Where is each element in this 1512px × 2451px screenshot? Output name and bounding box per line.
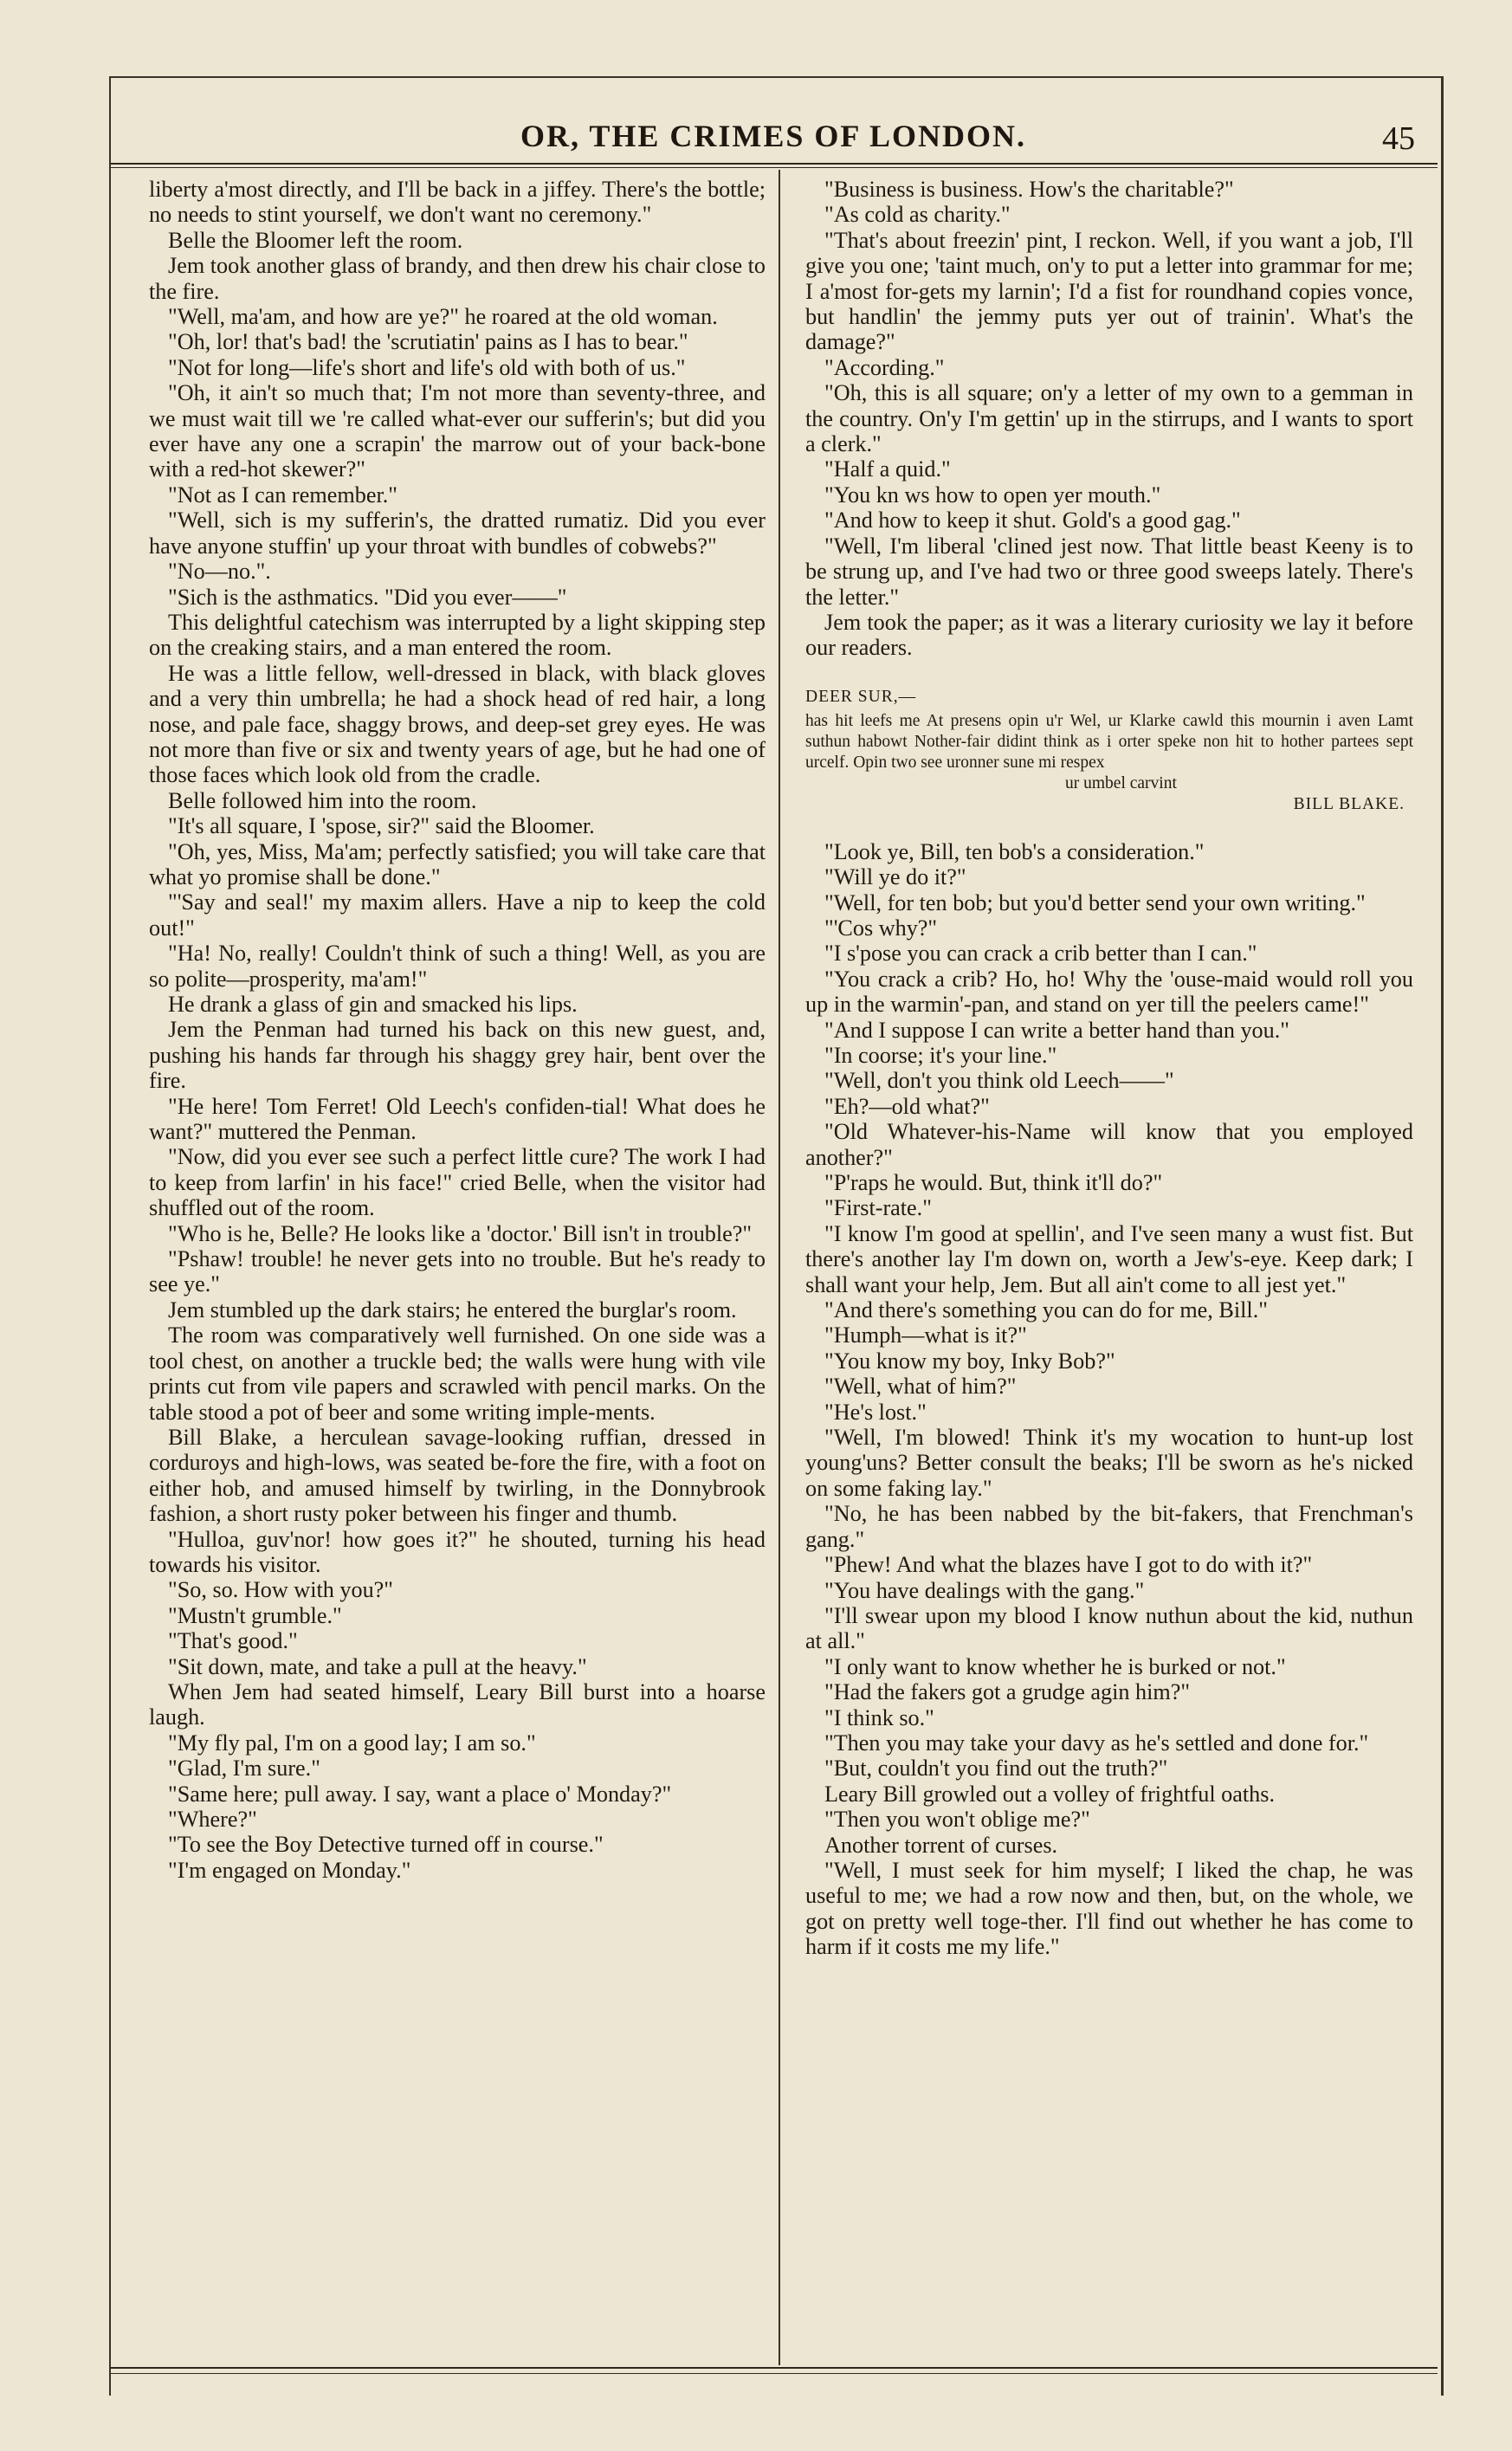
paragraph: "He here! Tom Ferret! Old Leech's confiden-tial! What does he want?" muttered the Penman. <box>149 1093 766 1145</box>
paragraph: "Oh, it ain't so much that; I'm not more than seventy-three, and we must wait till we 're called what-ever our sufferin's; but did you ever have any one a scrapin' the marrow out of your back-bone with a red-hot skewer?" <box>149 380 766 482</box>
paragraph: "Not for long—life's short and life's old with both of us." <box>168 354 686 380</box>
paragraph: "Half a quid." <box>824 456 951 482</box>
paragraph: "And there's something you can do for me, Bill." <box>824 1297 1268 1323</box>
paragraph: "I'm engaged on Monday." <box>168 1857 411 1883</box>
paragraph: "Well, sich is my sufferin's, the dratted rumatiz. Did you ever have anyone stuffin' up your throat with bundles of cobwebs?" <box>149 508 766 559</box>
paragraph: "P'raps he would. But, think it'll do?" <box>824 1170 1163 1195</box>
paragraph: "As cold as charity." <box>824 202 1011 228</box>
paragraph: "Oh, yes, Miss, Ma'am; perfectly satisfied; you will take care that what yo promise shall be done." <box>149 838 766 889</box>
paragraph: Another torrent of curses. <box>824 1832 1058 1858</box>
paragraph: He was a little fellow, well-dressed in black, with black gloves and a very thin umbrella; he had a shock head of red hair, a long nose, and pale face, shaggy brows, and deep-set grey eyes. He was not more than five or six and twenty years of age, but he had one of those faces which look old from the cradle. <box>149 660 766 788</box>
paragraph: "Now, did you ever see such a perfect little cure? The work I had to keep from larfin' in his face!" cried Belle, when the visitor had shuffled out of the room. <box>149 1144 766 1221</box>
paragraph: "Well, I'm blowed! Think it's my wocation to hunt-up lost young'uns? Better consult the beaks; I'll be sworn as he's nicked on some faking lay." <box>805 1425 1413 1501</box>
paragraph: "Glad, I'm sure." <box>168 1756 320 1782</box>
running-title: OR, THE CRIMES OF LONDON. <box>520 119 1027 153</box>
paragraph: "You crack a crib? Ho, ho! Why the 'ouse-maid would roll you up in the warmin'-pan, and stand on yer till the peelers came!" <box>805 966 1413 1018</box>
column-divider <box>779 170 780 2365</box>
header-rule-thin <box>111 167 1438 168</box>
paragraph: "Then you may take your davy as he's settled and done for." <box>824 1730 1369 1756</box>
paragraph: Jem took the paper; as it was a literary curiosity we lay it before our readers. <box>805 609 1413 661</box>
paragraph: Belle followed him into the room. <box>168 787 477 813</box>
paragraph: "Mustn't grumble." <box>168 1602 342 1628</box>
paragraph: "To see the Boy Detective turned off in course." <box>168 1832 604 1858</box>
paragraph: "'Say and seal!' my maxim allers. Have a nip to keep the cold out!" <box>149 889 766 941</box>
paragraph: "Will ye do it?" <box>824 864 966 890</box>
letter-salutation: DEER SUR,— <box>805 687 917 706</box>
paragraph: "Oh, this is all square; on'y a letter of my own to a gemman in the country. On'y I'm gettin' up in the stirrups, and I wants to sport a clerk." <box>805 380 1413 457</box>
paragraph: "Who is he, Belle? He looks like a 'doctor.' Bill isn't in trouble?" <box>168 1220 753 1246</box>
paragraph: "Where?" <box>168 1807 257 1832</box>
paragraph: When Jem had seated himself, Leary Bill burst into a hoarse laugh. <box>149 1678 766 1730</box>
left-column <box>149 177 766 2359</box>
right-column-bottom <box>805 839 1413 1960</box>
paragraph: "Eh?—old what?" <box>824 1093 990 1119</box>
paragraph: "First-rate." <box>824 1195 932 1221</box>
paragraph: Jem the Penman had turned his back on this new guest, and, pushing his hands far through his shaggy grey hair, bent over the fire. <box>149 1017 766 1094</box>
paragraph: "Well, what of him?" <box>824 1374 1017 1400</box>
paragraph: "Had the fakers got a grudge agin him?" <box>824 1679 1191 1705</box>
paragraph: "He's lost." <box>824 1399 927 1425</box>
paragraph: "Old Whatever-his-Name will know that you employed another?" <box>805 1119 1413 1170</box>
paragraph: Jem stumbled up the dark stairs; he entered the burglar's room. <box>168 1297 737 1323</box>
header-rule <box>111 163 1438 165</box>
footer-rule-thin <box>111 2373 1438 2374</box>
letter-closing: ur umbel carvint <box>1065 773 1177 792</box>
paragraph: "Sit down, mate, and take a pull at the heavy." <box>168 1653 587 1679</box>
paragraph: "Ha! No, really! Couldn't think of such a thing! Well, as you are so polite—prosperity, ma'am!" <box>149 941 766 992</box>
paragraph: "Phew! And what the blazes have I got to do with it?" <box>824 1552 1313 1578</box>
paragraph: "Humph—what is it?" <box>824 1323 1027 1348</box>
paragraph: Belle the Bloomer left the room. <box>168 227 463 253</box>
paragraph: Leary Bill growled out a volley of frightful oaths. <box>824 1781 1275 1807</box>
right-column-top <box>805 177 1413 661</box>
paragraph: "Well, I'm liberal 'clined jest now. That little beast Keeny is to be strung up, and I've had two or three good sweeps lately. There's the letter." <box>805 533 1413 610</box>
paragraph: "And how to keep it shut. Gold's a good gag." <box>824 508 1241 534</box>
paragraph: "Then you won't oblige me?" <box>824 1807 1090 1833</box>
paragraph: "Oh, lor! that's bad! the 'scrutiatin' pains as I has to bear." <box>168 329 688 355</box>
paragraph: "You kn ws how to open yer mouth." <box>824 482 1161 508</box>
paragraph: "Business is business. How's the charitable?" <box>824 177 1234 202</box>
paragraph: "I know I'm good at spellin', and I've seen many a wust fist. But there's another lay I'm down on, worth a Jew's-eye. Keep dark; I shall want your help, Jem. But all ain't come to all jest yet." <box>805 1220 1413 1297</box>
paragraph: liberty a'most directly, and I'll be back in a jiffey. There's the bottle; no needs to stint yourself, we don't want no ceremony." <box>149 177 766 228</box>
paragraph: "Pshaw! trouble! he never gets into no trouble. But he's ready to see ye." <box>149 1246 766 1297</box>
paragraph: "No—no.". <box>168 559 271 585</box>
paragraph: "I'll swear upon my blood I know nuthun about the kid, nuthun at all." <box>805 1602 1413 1654</box>
paragraph: "Well, don't you think old Leech——" <box>824 1068 1174 1094</box>
paragraph: "I only want to know whether he is burked or not." <box>824 1653 1286 1679</box>
paragraph: "Look ye, Bill, ten bob's a consideration." <box>824 838 1205 864</box>
paragraph: "Hulloa, guv'nor! how goes it?" he shouted, turning his head towards his visitor. <box>149 1526 766 1577</box>
paragraph: "You know my boy, Inky Bob?" <box>824 1348 1115 1374</box>
letter-body: has hit leefs me At presens opin u'r Wel, ur Klarke cawld this mournin i aven Lamt suthun habowt Nother-fair didint think as i orter speke non hit to hother partees sept urcelf. Opin two see uronner sune mi respex <box>805 711 1413 772</box>
quoted-letter <box>805 687 1413 815</box>
letter-signature: BILL BLAKE. <box>1293 794 1405 813</box>
paragraph: "'Cos why?" <box>824 915 938 941</box>
paragraph: "Not as I can remember." <box>168 482 397 508</box>
paragraph: "I s'pose you can crack a crib better than I can." <box>824 941 1257 967</box>
paragraph: "My fly pal, I'm on a good lay; I am so." <box>168 1730 536 1756</box>
running-header <box>111 111 1436 159</box>
paragraph: "Well, for ten bob; but you'd better send your own writing." <box>824 889 1366 915</box>
page-number: 45 <box>1382 120 1415 157</box>
paragraph: "But, couldn't you find out the truth?" <box>824 1756 1168 1782</box>
paragraph: "Well, I must seek for him myself; I liked the chap, he was useful to me; we had a row now and then, but, on the whole, we got on pretty well toge-ther. I'll find out whether he has come to harm if it costs me my life." <box>805 1857 1413 1960</box>
paragraph: "I think so." <box>824 1704 934 1730</box>
paragraph: "That's good." <box>168 1628 298 1654</box>
paragraph: He drank a glass of gin and smacked his lips. <box>168 992 578 1017</box>
footer-rule <box>111 2367 1438 2369</box>
paragraph: "No, he has been nabbed by the bit-fakers, that Frenchman's gang." <box>805 1501 1413 1552</box>
paragraph: "In coorse; it's your line." <box>824 1042 1057 1068</box>
paragraph: "Well, ma'am, and how are ye?" he roared at the old woman. <box>168 304 718 330</box>
paragraph: Bill Blake, a herculean savage-looking ruffian, dressed in corduroys and high-lows, was seated be-fore the fire, with a foot on either hob, and amused himself by twirling, in the Donnybrook fashion, a short rusty poker between his finger and thumb. <box>149 1424 766 1527</box>
paragraph: "It's all square, I 'spose, sir?" said the Bloomer. <box>168 813 595 839</box>
paragraph: "That's about freezin' pint, I reckon. Well, if you want a job, I'll give you one; 'taint much, on'y to put a letter into grammar for me; I a'most for-gets my larnin'; I'd a fist for roundhand copies vonce, but handlin' the jemmy puts yer out of trainin'. What's the damage?" <box>805 227 1413 355</box>
paragraph: "So, so. How with you?" <box>168 1577 393 1603</box>
paragraph: "You have dealings with the gang." <box>824 1577 1145 1603</box>
paragraph: This delightful catechism was interrupted by a light skipping step on the creaking stairs, and a man entered the room. <box>149 609 766 661</box>
paragraph: Jem took another glass of brandy, and then drew his chair close to the fire. <box>149 253 766 304</box>
paragraph: "Sich is the asthmatics. "Did you ever——" <box>168 584 567 610</box>
right-column <box>805 177 1413 2359</box>
paragraph: The room was comparatively well furnished. On one side was a tool chest, on another a truckle bed; the walls were hung with vile prints cut from vile papers and scrawled with pencil marks. On the table stood a pot of beer and some writing imple-ments. <box>149 1323 766 1425</box>
paragraph: "Same here; pull away. I say, want a place o' Monday?" <box>168 1781 672 1807</box>
paragraph: "And I suppose I can write a better hand than you." <box>824 1017 1289 1043</box>
paragraph: "According." <box>824 354 945 380</box>
